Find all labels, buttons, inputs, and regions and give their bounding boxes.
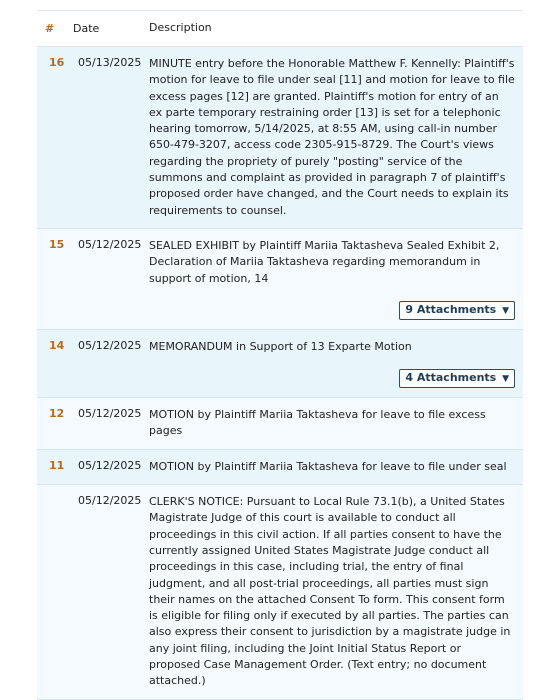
- entry-date: 05/12/2025: [78, 407, 142, 421]
- header-date: Date: [73, 22, 100, 35]
- entry-description-text: SEALED EXHIBIT by Plaintiff Mariia Taktasheva Sealed Exhibit 2, Declaration of Mariia Taktasheva regarding memorandum in support of motion, 14: [149, 238, 500, 285]
- entry-description-text: MOTION by Plaintiff Mariia Taktasheva for leave to file under seal: [149, 459, 507, 473]
- entry-date: 05/12/2025: [78, 494, 142, 508]
- docket-entry-16: [37, 47, 523, 229]
- docket-entry-14: [37, 330, 523, 398]
- docket-entry-12: [37, 398, 523, 450]
- entry-number[interactable]: 14: [49, 338, 65, 352]
- entry-description: [149, 330, 523, 397]
- entry-number[interactable]: 12: [49, 407, 65, 421]
- attachments-button[interactable]: [399, 369, 515, 388]
- entry-description-text: MOTION by Plaintiff Mariia Taktasheva for leave to file excess pages: [149, 408, 486, 438]
- docket-entry-15: [37, 229, 523, 330]
- attachments-button[interactable]: [399, 301, 515, 320]
- entry-date: 05/13/2025: [78, 56, 142, 69]
- header-description: Description: [149, 21, 212, 35]
- entry-number[interactable]: 11: [49, 458, 65, 472]
- entry-description: [149, 47, 523, 228]
- header-number: #: [45, 22, 55, 35]
- docket-entry-clerks-notice: [37, 485, 523, 700]
- entry-number[interactable]: 16: [49, 56, 65, 69]
- entry-date: 05/12/2025: [78, 338, 142, 352]
- entry-date: 05/12/2025: [78, 237, 142, 251]
- docket-table: [37, 10, 523, 700]
- docket-entry-11: [37, 450, 523, 485]
- entry-description: [149, 398, 523, 449]
- chevron-down-icon: ▼: [502, 374, 509, 385]
- entry-description: [149, 229, 523, 329]
- entry-description: [149, 485, 523, 699]
- attachments-label: 9 Attachments: [405, 302, 497, 316]
- entry-description-text: CLERK'S NOTICE: Pursuant to Local Rule 73.1(b), a United States Magistrate Judge of this court is available to conduct all proceedings in this civil action. If all parties consent to have the currently assigned United States Magistrate Judge conduct all proceedings in this case, including trial, the entry of final judgment, and all post-trial proceedings, all parties must sign their names on the attached Consent To form. This consent form is eligible for filing only if executed by all parties. The parties can also express their consent to jurisdiction by a magistrate judge in any joint filing, including the Joint Initial Status Report or proposed Case Management Order. (Text entry; no document attached.): [149, 495, 511, 688]
- chevron-down-icon: ▼: [502, 305, 509, 316]
- attachments-label: 4 Attachments: [405, 371, 497, 385]
- entry-description: [149, 450, 523, 484]
- entry-description-text: MEMORANDUM in Support of 13 Exparte Motion: [149, 339, 412, 353]
- entry-date: 05/12/2025: [78, 458, 142, 472]
- attachments-container: [149, 287, 515, 320]
- attachments-container: [149, 355, 515, 388]
- entry-description-text: MINUTE entry before the Honorable Matthew F. Kennelly: Plaintiff's motion for leave to file under seal [11] and motion for leave to file excess pages [12] are granted. Plaintiff's motion for entry of an ex parte temporary restraining order [13] is set for a telephonic hearing tomorrow, 5/14/2025, at 8:55 AM, using call-in number 650-479-3207, access code 2305-915-8729. The Court's views regarding the propriety of purely "posting" service of the summons and complaint as provided in paragraph 7 of plaintiff's proposed order have changed, and the Court needs to explain its requirements to counsel.: [149, 57, 515, 217]
- entry-number: [37, 485, 73, 494]
- entry-number[interactable]: 15: [49, 237, 65, 251]
- table-header: [37, 11, 523, 47]
